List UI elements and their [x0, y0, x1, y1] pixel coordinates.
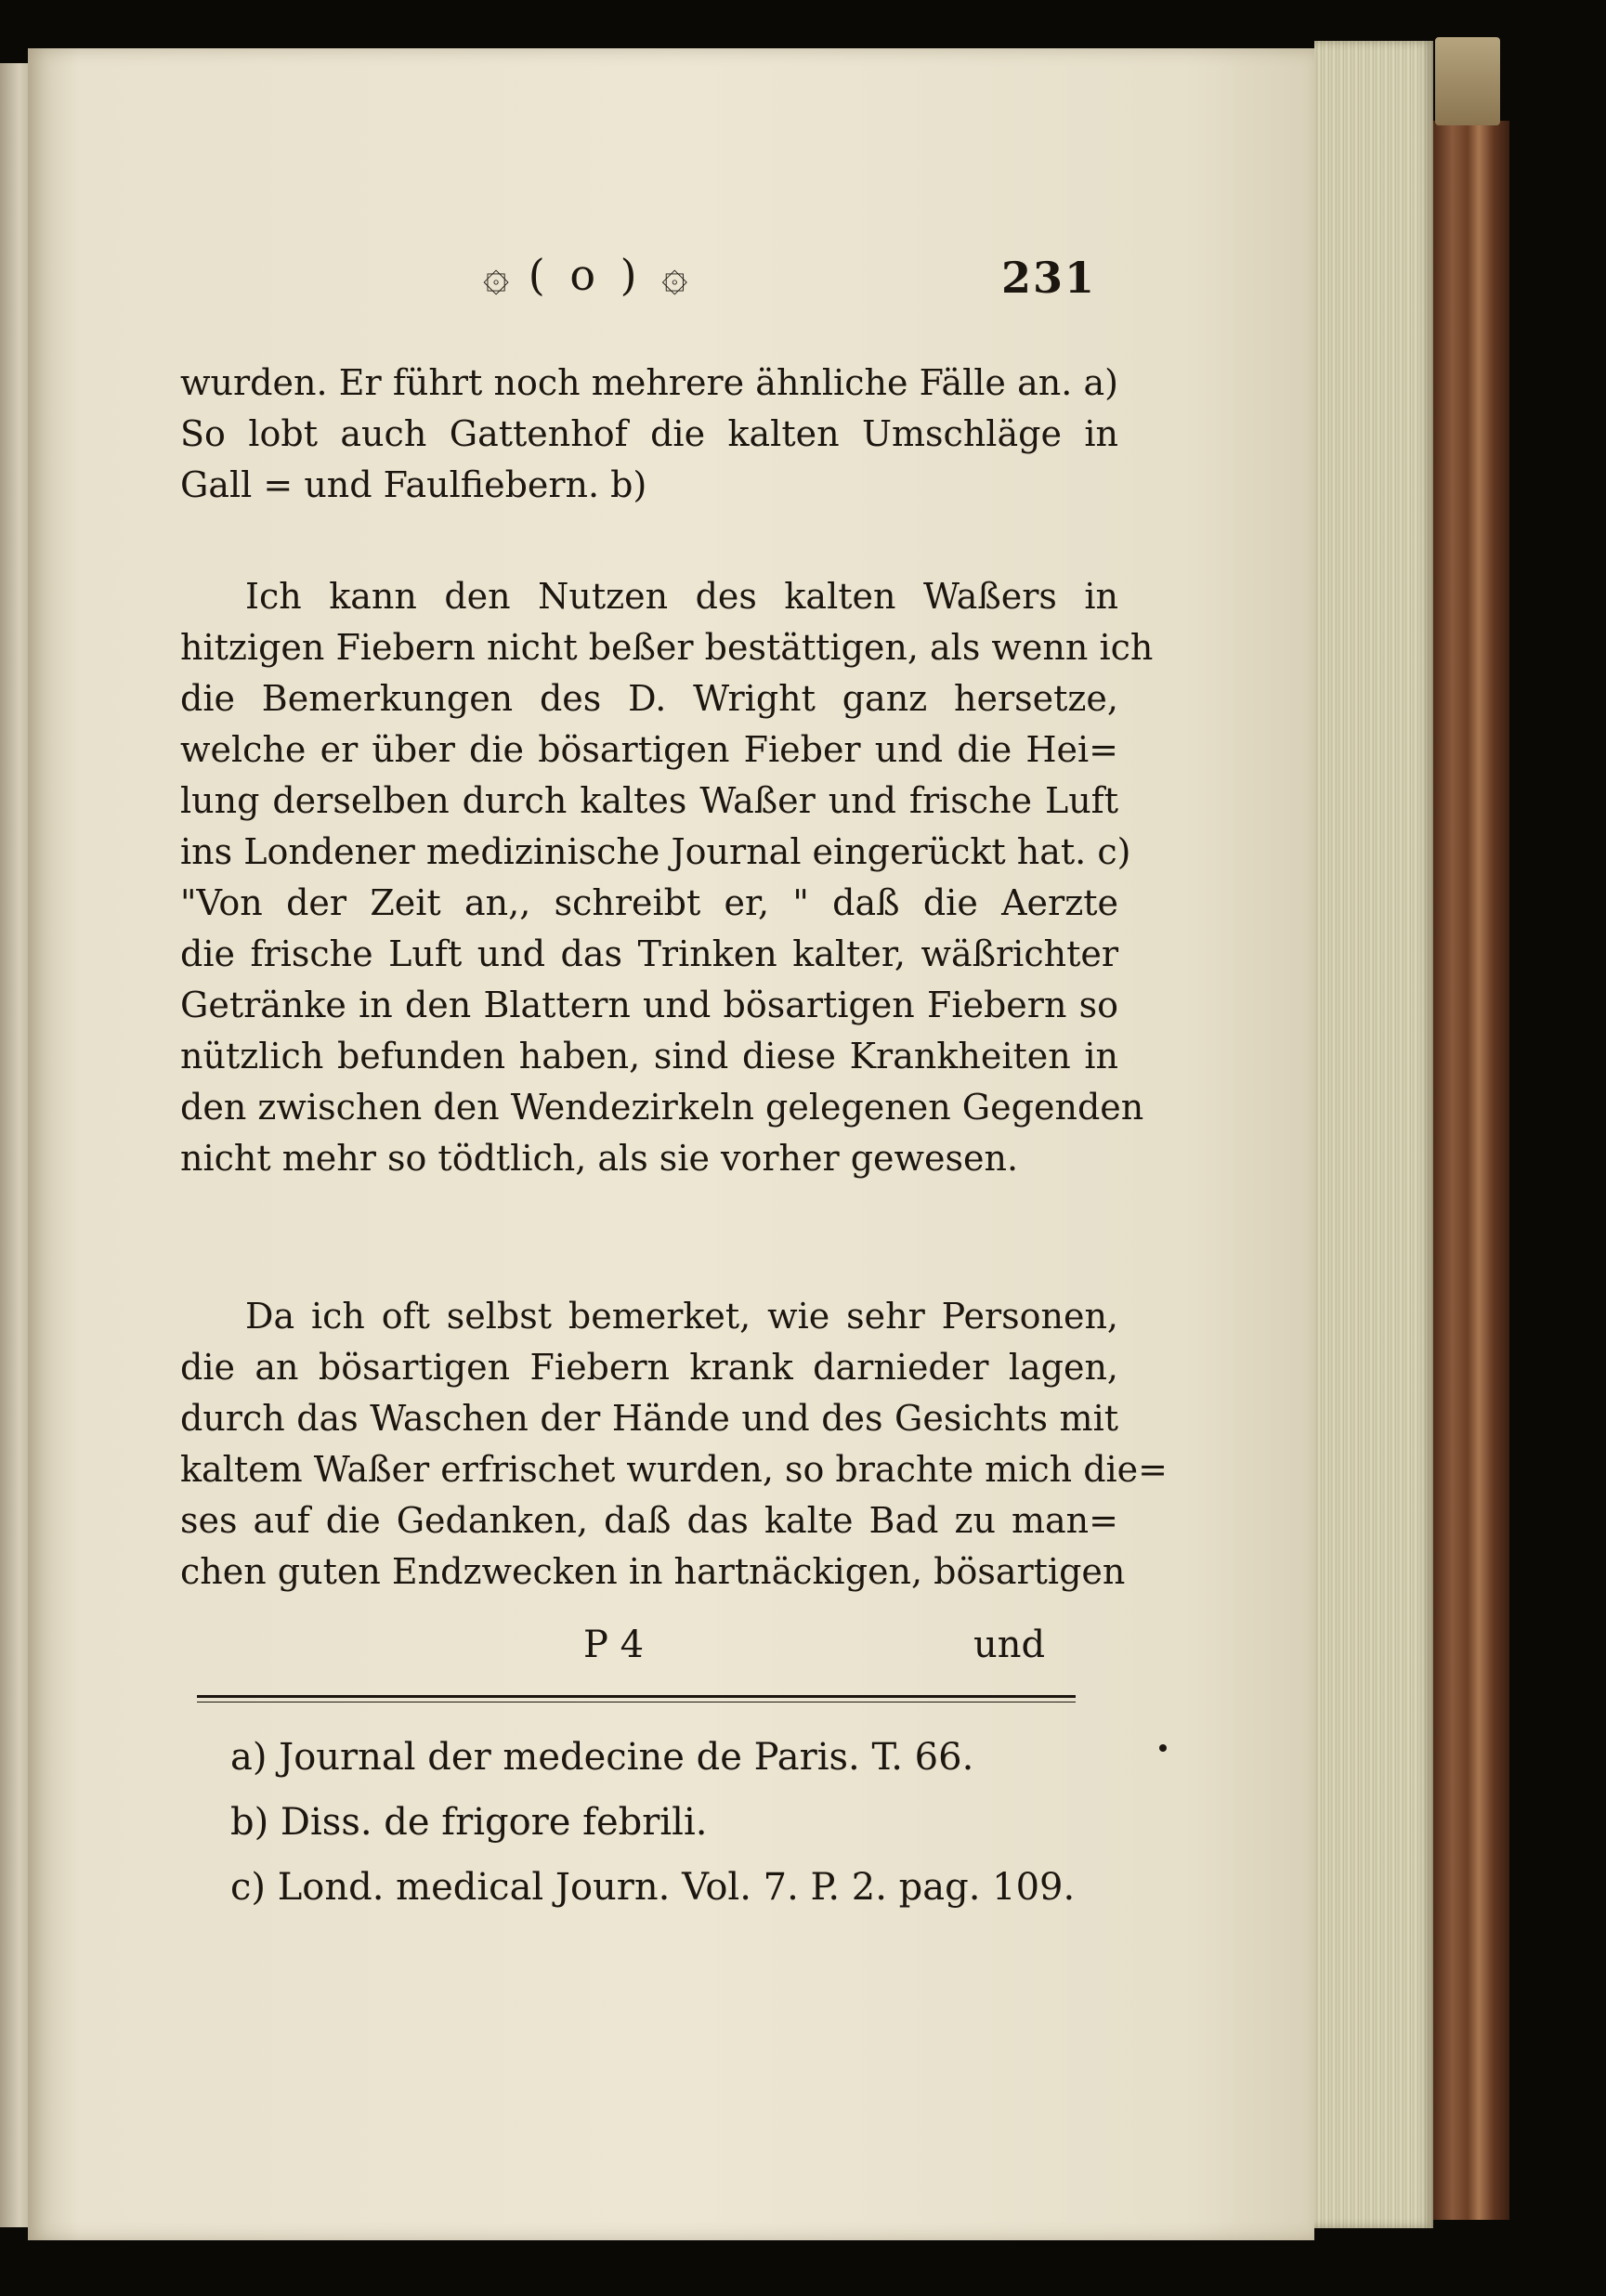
ink-speck: [1159, 1744, 1167, 1752]
footnote-c: c) Lond. medical Journ. Vol. 7. P. 2. pag. 109.: [230, 1866, 1076, 1909]
text-line: ses auf die Gedanken, daß das kalte Bad zu man=: [180, 1500, 1118, 1541]
text-line: wurden. Er führt noch mehrere ähnliche Fälle an. a): [180, 362, 1118, 403]
text-line: Getränke in den Blattern und bösartigen Fiebern so: [180, 985, 1118, 1025]
text-line: kaltem Waßer erfrischet wurden, so brachte mich die=: [180, 1449, 1168, 1490]
header-ornament-left-icon: ۞: [483, 249, 510, 301]
text-line: die an bösartigen Fiebern krank darnieder lagen,: [180, 1347, 1118, 1388]
header-center-mark: ( o ): [528, 250, 643, 300]
text-line: nicht mehr so tödtlich, als sie vorher gewesen.: [180, 1138, 1019, 1179]
text-line: "Von der Zeit an,, schreibt er, " daß die Aerzte: [180, 882, 1118, 923]
page-block-edges: [1314, 41, 1433, 2228]
footnote-rule: [197, 1695, 1076, 1698]
text-line: durch das Waschen der Hände und des Gesichts mit: [180, 1398, 1118, 1439]
footnote-b: b) Diss. de frigore febrili.: [230, 1801, 708, 1844]
text-line: die Bemerkungen des D. Wright ganz hersetze,: [180, 678, 1118, 719]
running-header: [483, 249, 1040, 301]
text-line: Da ich oft selbst bemerket, wie sehr Personen,: [245, 1296, 1118, 1337]
text-line: ins Londener medizinische Journal eingerückt hat. c): [180, 831, 1131, 872]
text-line: So lobt auch Gattenhof die kalten Umschläge in: [180, 413, 1118, 454]
page-number: 231: [1001, 253, 1097, 303]
text-line: die frische Luft und das Trinken kalter, wäßrichter: [180, 933, 1118, 974]
signature-mark: P 4: [583, 1624, 645, 1666]
footnote-a: a) Journal der medecine de Paris. T. 66.: [230, 1736, 974, 1779]
text-line: nützlich befunden haben, sind diese Krankheiten in: [180, 1036, 1118, 1076]
text-line: den zwischen den Wendezirkeln gelegenen Gegenden: [180, 1087, 1144, 1128]
text-line: Gall = und Faulfiebern. b): [180, 464, 647, 505]
catchword: und: [973, 1624, 1046, 1666]
text-line: chen guten Endzwecken in hartnäckigen, bösartigen: [180, 1551, 1126, 1592]
book-cover-corner: [1435, 37, 1500, 125]
book-cover-board: [1433, 121, 1509, 2220]
text-line: Ich kann den Nutzen des kalten Waßers in: [245, 576, 1118, 617]
text-line: lung derselben durch kaltes Waßer und frische Luft: [180, 780, 1118, 821]
text-line: welche er über die bösartigen Fieber und die Hei=: [180, 729, 1118, 770]
header-ornament-right-icon: ۞: [661, 249, 688, 301]
facing-page-edge: [0, 63, 28, 2227]
text-line: hitzigen Fiebern nicht beßer bestättigen, als wenn ich: [180, 627, 1154, 668]
